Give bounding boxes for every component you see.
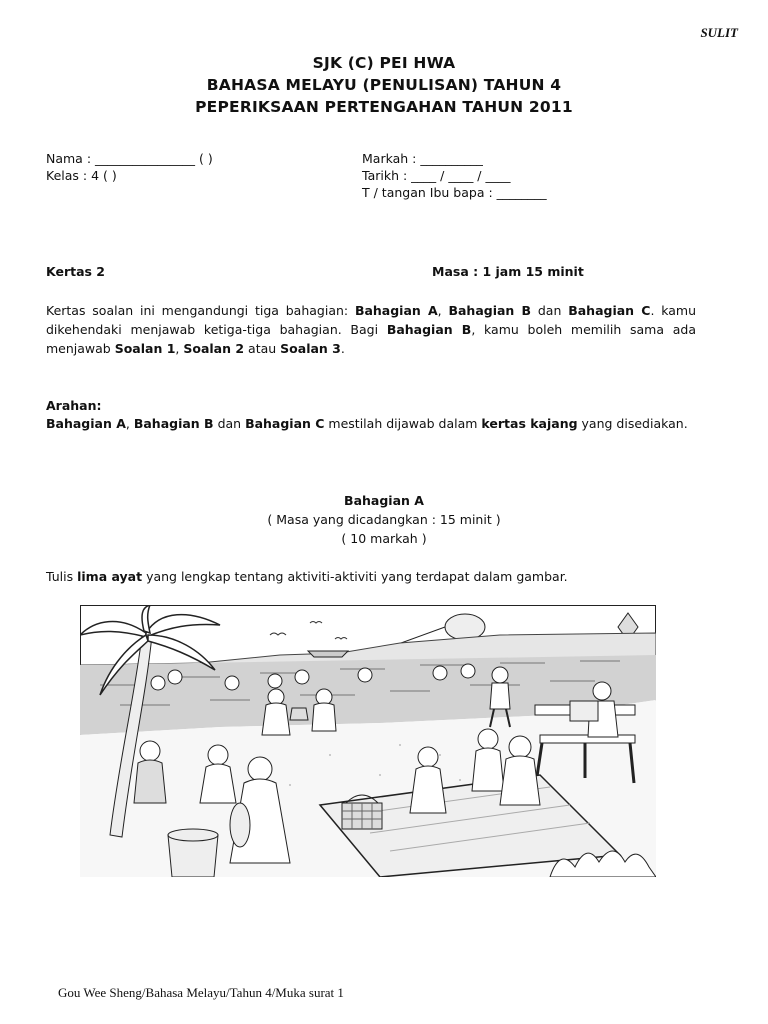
bahagian-a-title: Bahagian A <box>344 493 424 508</box>
kertas-label: Kertas 2 <box>46 264 106 279</box>
bahagian-a-heading <box>0 491 768 548</box>
marks-info <box>362 150 547 201</box>
markah-field: Markah : __________ <box>362 151 483 166</box>
kelas-field: Kelas : 4 ( ) <box>46 168 117 183</box>
exam-header <box>0 52 768 118</box>
sulit-label: SULIT <box>700 25 738 40</box>
arahan-title: Arahan: <box>46 398 102 413</box>
bahagian-a-marks: ( 10 markah ) <box>341 531 427 546</box>
tarikh-field: Tarikh : ____ / ____ / ____ <box>362 168 511 183</box>
beach-picnic-illustration <box>80 605 656 877</box>
dustbin <box>168 829 218 877</box>
page-footer: Gou Wee Sheng/Bahasa Melayu/Tahun 4/Muka surat 1 <box>58 985 344 1000</box>
student-info <box>46 150 213 184</box>
arahan-paragraph: Bahagian A, Bahagian B dan Bahagian C mestilah dijawab dalam kertas kajang yang disediakan. <box>46 416 688 431</box>
masa-label: Masa : 1 jam 15 minit <box>432 264 584 279</box>
exam-title: PEPERIKSAAN PERTENGAHAN TAHUN 2011 <box>195 98 573 116</box>
tandatangan-field: T / tangan Ibu bapa : ________ <box>362 185 547 200</box>
intro-paragraph: Kertas soalan ini mengandungi tiga bahagian: Bahagian A, Bahagian B dan Bahagian C. kamu dikehendaki menjawab ketiga-tiga bahagian. Bagi Bahagian B, kamu boleh memilih sama ada menjawab Soalan 1, Soalan 2 atau Soalan 3. <box>46 303 697 356</box>
question-instruction: Tulis lima ayat yang lengkap tentang aktiviti-aktiviti yang terdapat dalam gambar. <box>46 569 568 584</box>
school-name: SJK (C) PEI HWA <box>312 54 456 72</box>
nama-field: Nama : ________________ ( ) <box>46 151 213 166</box>
bahagian-a-time: ( Masa yang dicadangkan : 15 minit ) <box>267 512 501 527</box>
subject-title: BAHASA MELAYU (PENULISAN) TAHUN 4 <box>206 76 562 94</box>
